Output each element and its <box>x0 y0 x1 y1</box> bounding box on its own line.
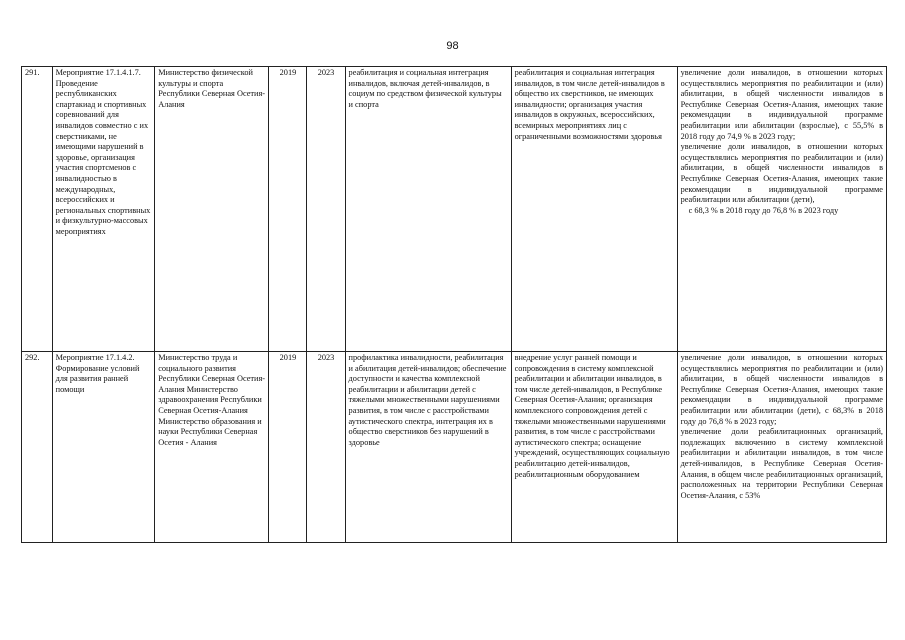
measure-name: Мероприятие 17.1.4.2. Формирование условий для развития ранней помощи <box>52 352 155 543</box>
result: реабилитация и социальная интеграция инвалидов, в том числе детей-инвалидов в общество их сверстников, не имеющих инвалидности; организация участия инвалидов в окружных, всероссийских, всемирных мероприятиях лиц с ограниченными возможностями здоровья <box>511 67 677 352</box>
indicators <box>677 67 886 352</box>
executor: Министерство труда и социального развития Республики Северная Осетия-Алания Министерство здравоохранения Республики Северная Осетия-Алания Министерство образования и науки Республики Северная Осетия - Алания <box>155 352 269 543</box>
table-row <box>22 67 887 352</box>
task: реабилитация и социальная интеграция инвалидов, включая детей-инвалидов, в социум по средством физической культуры и спорта <box>345 67 511 352</box>
year-end: 2023 <box>307 352 345 543</box>
year-end: 2023 <box>307 67 345 352</box>
measures-table <box>21 66 887 543</box>
table-row <box>22 352 887 543</box>
indicator-line: с 68,3 % в 2018 году до 76,8 % в 2023 году <box>688 205 839 215</box>
indicators <box>677 352 886 543</box>
year-start: 2019 <box>269 352 307 543</box>
row-number: 292. <box>22 352 53 543</box>
indicator-line: увеличение доли инвалидов, в отношении которых осуществлялись мероприятия по реабилитации и (или) абилитации, в общей численности инвалидов в Республике Северная Осетия-Алания, имеющих такие рекомендации в индивидуальной программе реабилитации или абилитации (дети), с 68,3% в 2018 году до 76,8 % в 2023 году; <box>680 353 883 426</box>
indicator-line: увеличение доли инвалидов, в отношении которых осуществлялись мероприятия по реабилитации и (или) абилитации, в общей численности инвалидов в Республике Северная Осетия-Алания, имеющих такие рекомендации в индивидуальной программе реабилитации или абилитации (взрослые), с 55,5% в 2018 году до 74,9 % в 2023 году; <box>680 68 883 141</box>
indicator-line: увеличение доли инвалидов, в отношении которых осуществлялись мероприятия по реабилитации и (или) абилитации, в общей численности инвалидов в Республике Северная Осетия-Алания, имеющих такие рекомендации в индивидуальной программе реабилитации или абилитации (дети), <box>680 142 883 205</box>
row-number: 291. <box>22 67 53 352</box>
result: внедрение услуг ранней помощи и сопровождения в систему комплексной реабилитации и абилитации инвалидов, в том числе детей-инвалидов, в Республике Северная Осетия-Алания; организация комплексного сопровождения детей с тяжелыми множественными нарушениями развития, в том числе с расстройствами аутистического спектра; оснащение учреждений, осуществляющих социальную реабилитацию детей-инвалидов, реабилитационным оборудованием <box>511 352 677 543</box>
year-start: 2019 <box>269 67 307 352</box>
task: профилактика инвалидности, реабилитация и абилитация детей-инвалидов; обеспечение доступности и качества комплексной реабилитации и абилитации детей с тяжелыми множественными нарушениями развития, в том числе с расстройствами аутистического спектра, интеграция их в общество сверстников без нарушений в здоровье <box>345 352 511 543</box>
measure-name: Мероприятие 17.1.4.1.7. Проведение республиканских спартакиад и спортивных соревнований для инвалидов совместно с их сверстниками, не имеющими нарушений в здоровье, организация участия спортсменов с инвалидностью в международных, всероссийских и региональных спортивных и физкультурно-массовых мероприятиях <box>52 67 155 352</box>
executor: Министерство физической культуры и спорта Республики Северная Осетия-Алания <box>155 67 269 352</box>
page-number: 98 <box>446 40 459 52</box>
indicator-line: увеличение доли реабилитационных организаций, подлежащих включению в систему комплексной реабилитации и абилитации инвалидов, в том числе детей-инвалидов, в Республике Северная Осетия-Алания, в общем числе реабилитационных организаций, расположенных на территории Республики Северная Осетия-Алания, с 53% <box>680 427 883 500</box>
